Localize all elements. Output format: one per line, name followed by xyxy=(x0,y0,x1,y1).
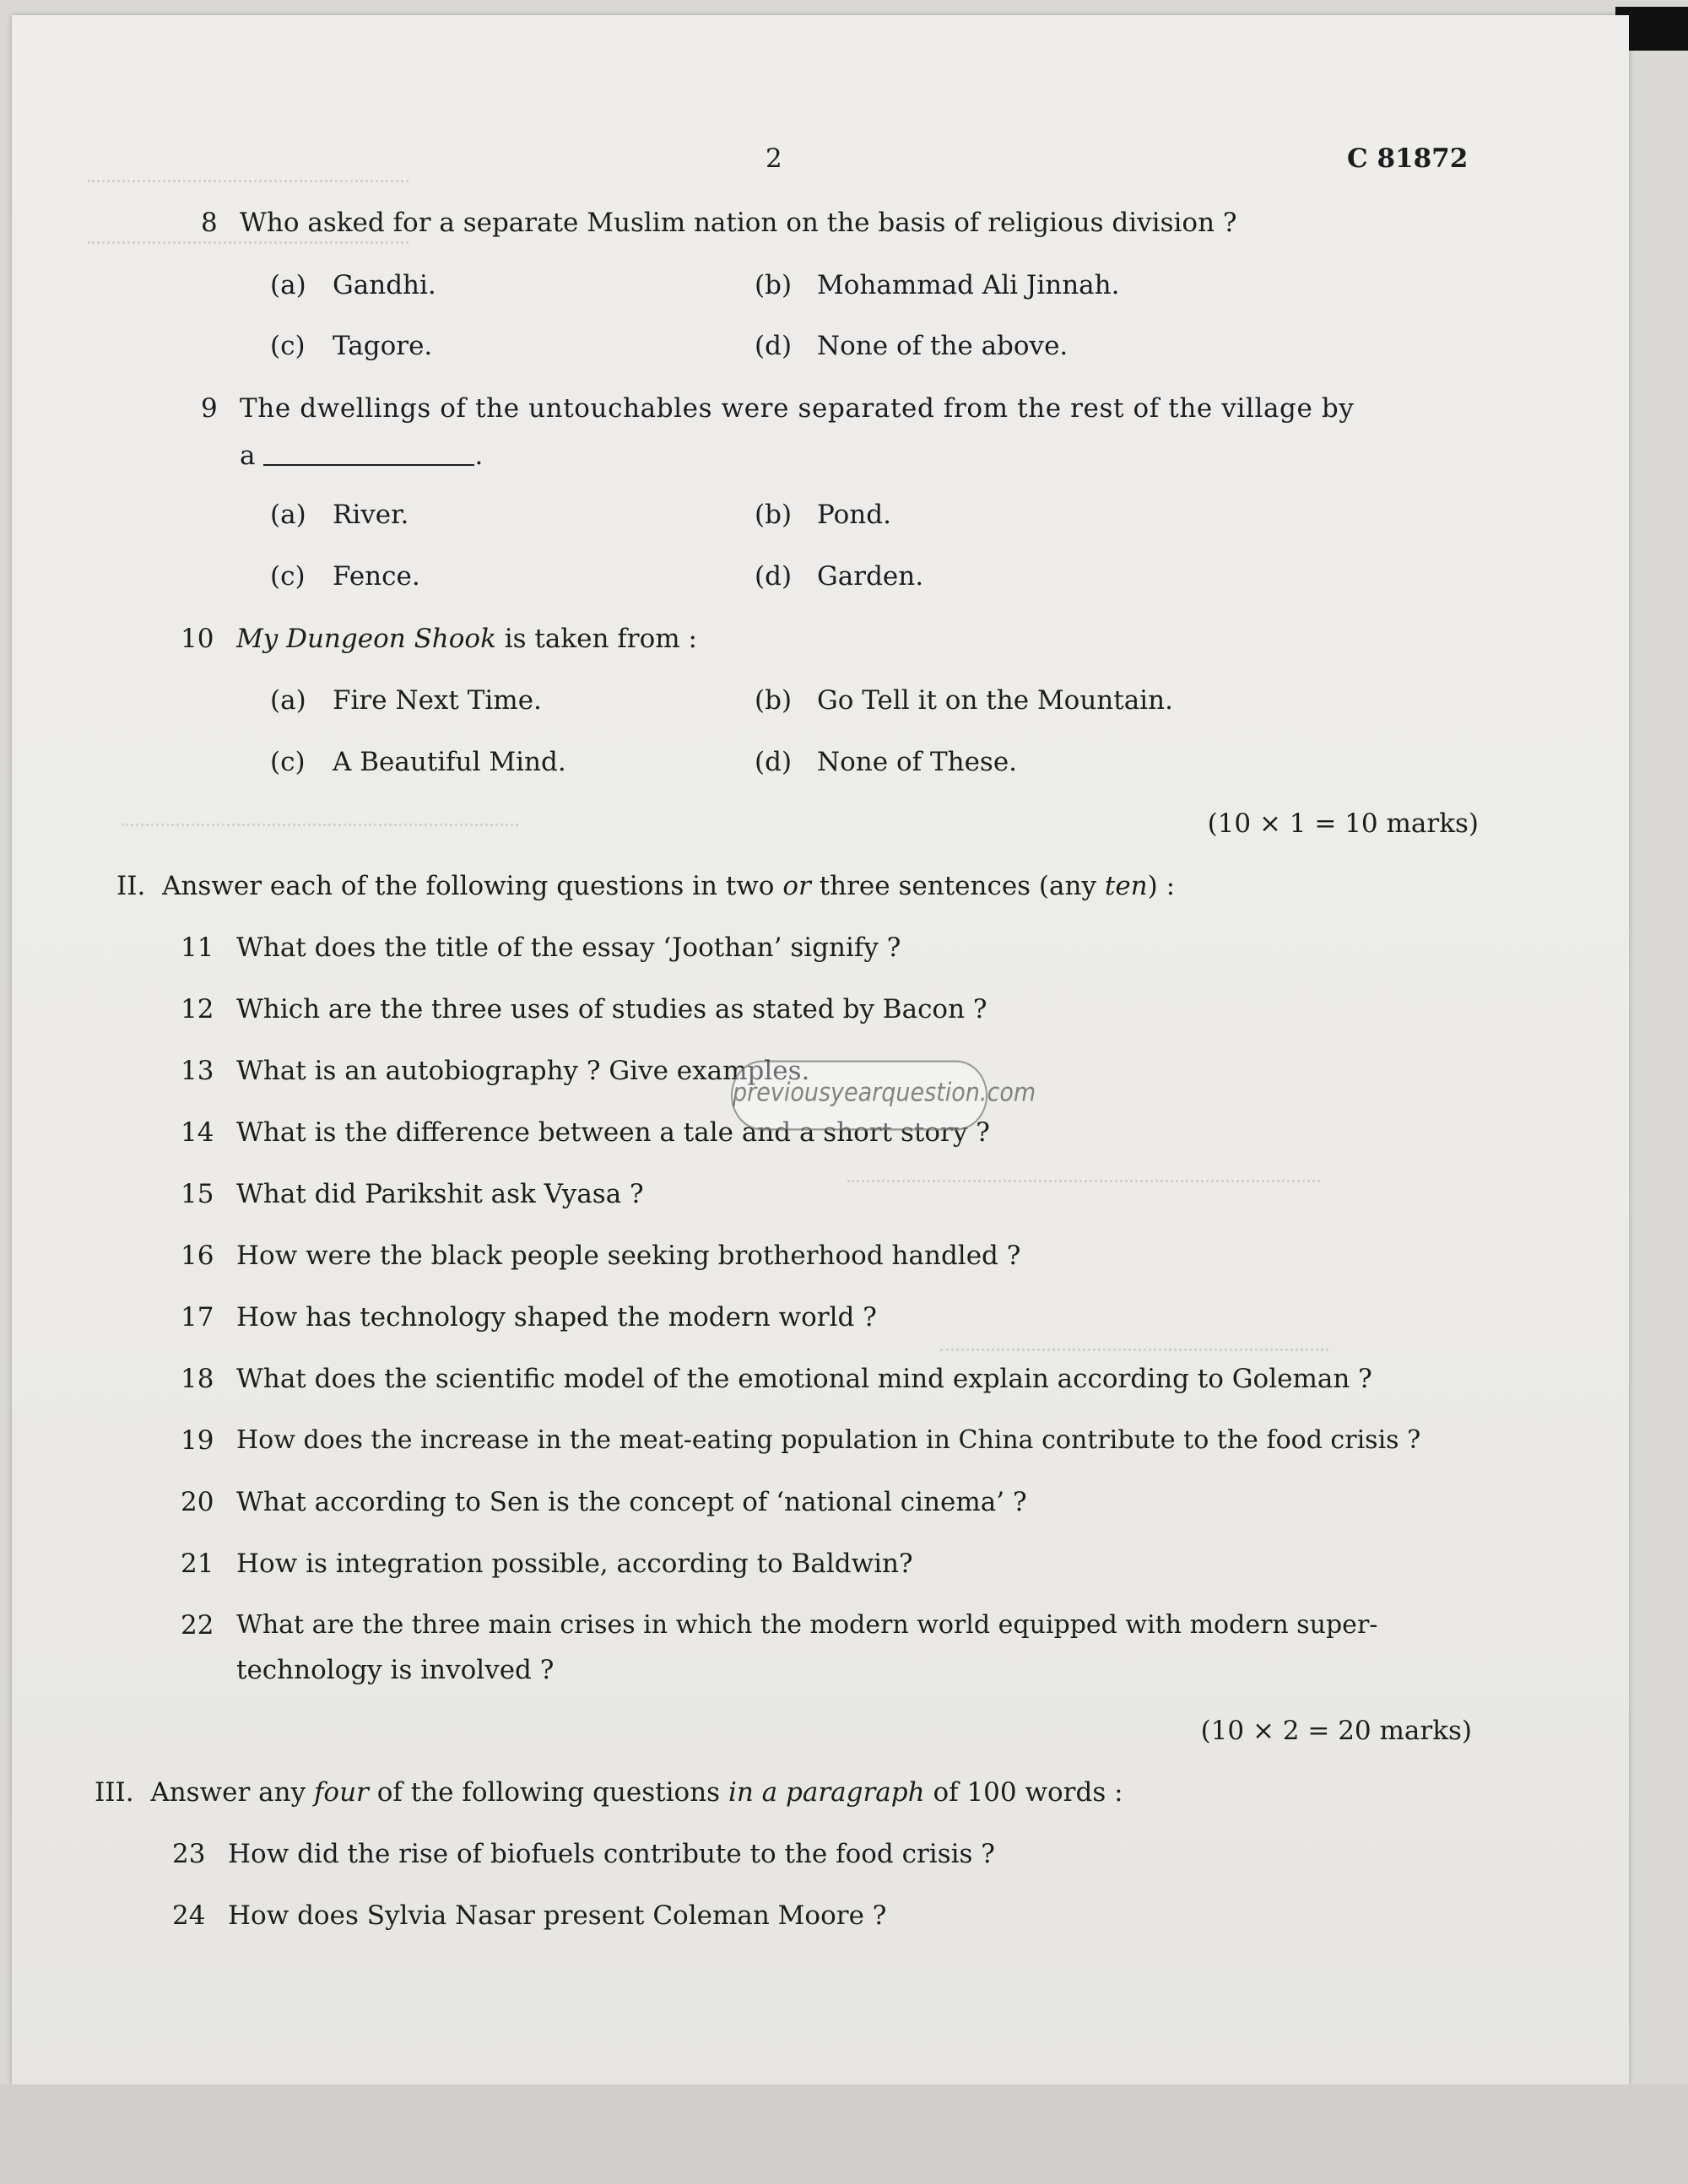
option xyxy=(755,270,1119,300)
option-text: A Beautiful Mind. xyxy=(333,747,566,777)
option xyxy=(270,270,436,300)
question-number: 17 xyxy=(181,1302,214,1333)
question-text: What did Parikshit ask Vyasa ? xyxy=(236,1179,644,1209)
option xyxy=(755,561,923,592)
question-text: How did the rise of biofuels contribute to the food crisis ? xyxy=(228,1839,995,1869)
question-number: 22 xyxy=(181,1610,214,1641)
question-text: What does the scientific model of the emotional mind explain according to Goleman ? xyxy=(236,1364,1372,1394)
option-text: None of These. xyxy=(817,747,1018,777)
option xyxy=(755,747,1017,777)
option-label: (c) xyxy=(270,331,306,361)
option-text: Mohammad Ali Jinnah. xyxy=(817,270,1120,300)
option-text: None of the above. xyxy=(817,331,1069,361)
question-number: 15 xyxy=(181,1179,214,1209)
scan-background-strip xyxy=(0,2084,1688,2184)
option xyxy=(270,331,432,361)
option xyxy=(270,500,408,530)
option xyxy=(755,685,1173,716)
bleed-through-dots xyxy=(88,241,408,244)
question-text: The dwellings of the untouchables were separated from the rest of the village by xyxy=(240,393,1355,424)
question-text-continued: a . xyxy=(240,441,484,471)
paper-code: C 81872 xyxy=(1347,143,1469,174)
option-label: (d) xyxy=(755,331,793,361)
option xyxy=(270,685,542,716)
question-text: How has technology shaped the modern world ? xyxy=(236,1302,877,1333)
marks-allocation: (10 × 2 = 20 marks) xyxy=(1200,1716,1472,1746)
option-label: (c) xyxy=(270,747,306,777)
question-text: How were the black people seeking brotherhood handled ? xyxy=(236,1241,1021,1271)
answer-blank xyxy=(263,449,474,466)
question-number: 23 xyxy=(172,1839,206,1869)
option-label: (d) xyxy=(755,747,793,777)
option-label: (c) xyxy=(270,561,306,592)
question-number: 12 xyxy=(181,994,214,1024)
question-text: My Dungeon Shook is taken from : xyxy=(236,624,697,654)
question-text: What is an autobiography ? Give examples. xyxy=(236,1056,810,1086)
question-number: 16 xyxy=(181,1241,214,1271)
question-number: 10 xyxy=(181,624,214,654)
question-text: What are the three main crises in which the modern world equipped with modern super- xyxy=(236,1610,1378,1640)
question-text: How is integration possible, according to Baldwin? xyxy=(236,1549,913,1579)
marks-allocation: (10 × 1 = 10 marks) xyxy=(1207,808,1479,839)
section-heading: II. Answer each of the following questions in two or three sentences (any ten) : xyxy=(116,871,1176,901)
option xyxy=(755,500,891,530)
bleed-through-dots xyxy=(847,1180,1320,1182)
question-number: 20 xyxy=(181,1487,214,1517)
question-text: Which are the three uses of studies as stated by Bacon ? xyxy=(236,994,987,1024)
question-text: What is the difference between a tale and a short story ? xyxy=(236,1117,990,1148)
option-text: Go Tell it on the Mountain. xyxy=(817,685,1173,716)
section-heading: III. Answer any four of the following questions in a paragraph of 100 words : xyxy=(95,1777,1123,1808)
option-label: (a) xyxy=(270,500,306,530)
option-label: (b) xyxy=(755,500,793,530)
option xyxy=(270,747,566,777)
bleed-through-dots xyxy=(940,1349,1328,1351)
option-text: Fire Next Time. xyxy=(333,685,542,716)
question-number: 11 xyxy=(181,933,214,963)
question-number: 19 xyxy=(181,1425,214,1456)
question-number: 21 xyxy=(181,1549,214,1579)
bleed-through-dots xyxy=(122,824,518,826)
question-text: Who asked for a separate Muslim nation on the basis of religious division ? xyxy=(240,208,1237,238)
question-text: How does Sylvia Nasar present Coleman Moore ? xyxy=(228,1900,887,1931)
question-number: 18 xyxy=(181,1364,214,1394)
question-text: How does the increase in the meat-eating population in China contribute to the food crisis ? xyxy=(236,1425,1421,1455)
page-number: 2 xyxy=(766,143,782,174)
option-label: (a) xyxy=(270,685,306,716)
option-label: (a) xyxy=(270,270,306,300)
option-text: Pond. xyxy=(817,500,891,530)
option-label: (b) xyxy=(755,685,793,716)
option xyxy=(270,561,420,592)
question-text: What does the title of the essay ‘Joothan’ signify ? xyxy=(236,933,901,963)
watermark-stamp: previousyearquestion.com xyxy=(731,1061,987,1131)
option-text: River. xyxy=(333,500,409,530)
option-text: Gandhi. xyxy=(333,270,436,300)
question-number: 14 xyxy=(181,1117,214,1148)
bleed-through-dots xyxy=(88,180,408,182)
question-text-continued: technology is involved ? xyxy=(236,1655,555,1685)
option-label: (b) xyxy=(755,270,793,300)
exam-page xyxy=(12,15,1629,2084)
question-number: 8 xyxy=(201,208,218,238)
option-text: Garden. xyxy=(817,561,924,592)
question-text: What according to Sen is the concept of ‘national cinema’ ? xyxy=(236,1487,1027,1517)
option xyxy=(755,331,1068,361)
option-text: Fence. xyxy=(333,561,420,592)
option-text: Tagore. xyxy=(333,331,433,361)
option-label: (d) xyxy=(755,561,793,592)
question-number: 24 xyxy=(172,1900,206,1931)
question-number: 13 xyxy=(181,1056,214,1086)
question-number: 9 xyxy=(201,393,218,424)
